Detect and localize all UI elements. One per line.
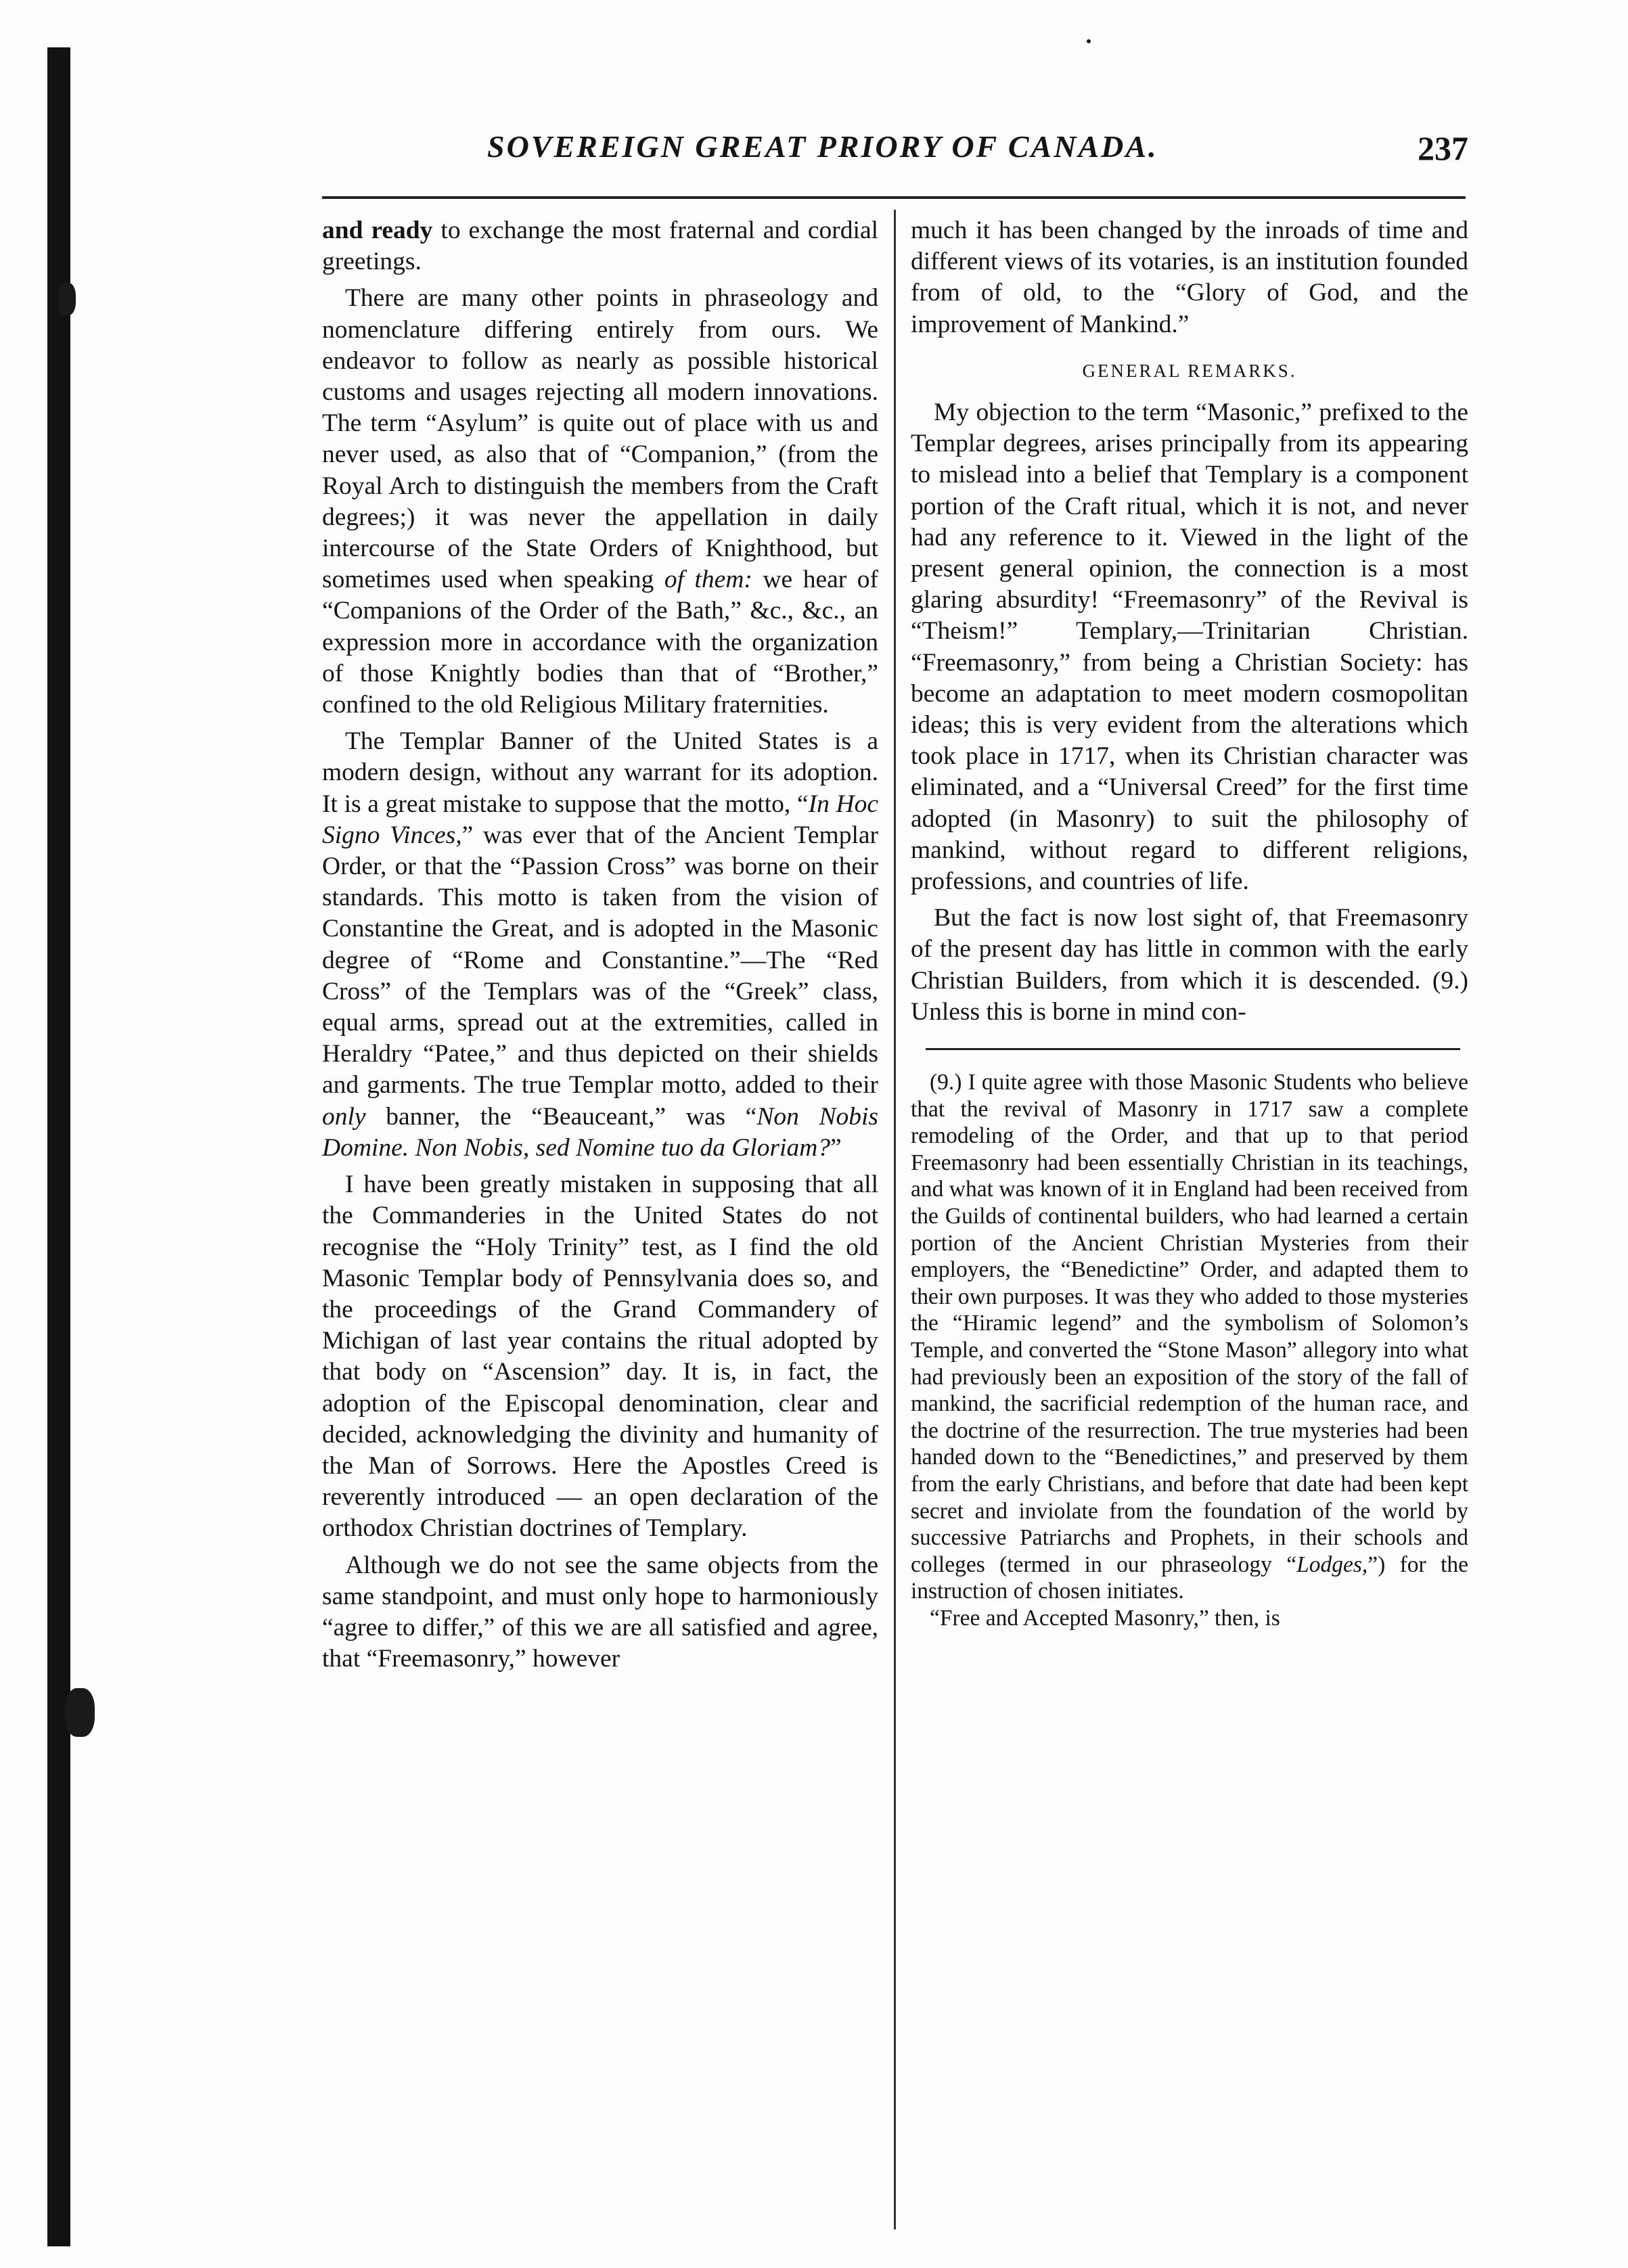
column-divider (894, 210, 896, 2229)
footnote-rule (926, 1048, 1460, 1050)
scan-mark (58, 283, 76, 315)
header-rule (322, 196, 1466, 199)
paragraph-text: much it has been changed by the inroads of time and different views of its votaries, is an institution founded from of old, to the “Glory of God, and the improvement of Mankind.” (911, 217, 1468, 338)
paragraph (322, 215, 878, 277)
footnote (911, 1069, 1468, 1631)
paragraph-text: The Templar Banner of the United States is a modern design, without any warrant for its adoption. It is a great mistake to suppose that the motto, “ (322, 727, 878, 818)
section-heading: GENERAL REMARKS. (1082, 360, 1297, 381)
page-number: 237 (1418, 129, 1468, 167)
italic-text: In Hoc Signo Vinces, (322, 790, 878, 849)
paragraph-text: banner, the “Beauceant,” was “ (365, 1102, 757, 1131)
footnote-paragraph (911, 1069, 1468, 1605)
italic-text: Non Nobis Domine. Non Nobis, sed Nomine tuo da Gloriam? (322, 1102, 878, 1162)
footnote-paragraph (911, 1605, 1468, 1632)
scan-mark (65, 1688, 95, 1737)
paragraph-text: to exchange the most fraternal and cordial greetings. (322, 217, 879, 276)
footnote-text: (9.) I quite agree with those Masonic Students who believe that the revival of Masonry in 1717 saw a complete remodeling of the Order, and that up to that period Freemasonry had been essentially Christian in its teachings, and what was known of it in England had been received from the Guilds of continental builders, who had learned a certain portion of the Ancient Christian Mysteries from their employers, the “Benedictine” Order, and adapted them to their own purposes. It was they who added to those mysteries the “Hiramic legend” and the symbolism of Solomon’s Temple, and converted the “Stone Mason” allegory into what had previously been an exposition of the story of the fall of mankind, the sacrificial redemption of the human race, and the doctrine of the resurrection. The true mysteries had been handed down to the “Benedictines,” and preserved by them from the early Christians, and before that date had been kept secret and inviolate from the foundation of the world by successive Patriarchs and Prophets, in their schools and colleges (termed in our phraseology “ (911, 1070, 1468, 1577)
paragraph (322, 726, 878, 1164)
paragraph (911, 215, 1468, 340)
lead-words: and ready (322, 217, 433, 244)
binding-edge (47, 47, 70, 2246)
italic-text: only (322, 1102, 366, 1131)
footnote-text: ”) for the instruction of chosen initiates. (911, 1551, 1468, 1604)
paragraph-text: There are many other points in phraseology and nomenclature differing entirely from ours. We endeavor to follow as nearly as possible historical customs and usages rejecting all modern innovations. The term “Asylum” is quite out of place with us and never used, as also that of “Companion,” (from the Royal Arch to distinguish the members from the Craft degrees;) it was never the appellation in daily intercourse of the State Orders of Knighthood, but sometimes used when speaking (322, 284, 878, 594)
paragraph (911, 903, 1468, 1028)
paragraph-text: Although we do not see the same objects from the same standpoint, and must only hope to harmoniously “agree to differ,” of this we are all satisfied and agree, that “Freemasonry,” however (322, 1551, 878, 1673)
paragraph (322, 1550, 878, 1675)
paragraph (322, 1169, 878, 1544)
running-title: SOVEREIGN GREAT PRIORY OF CANADA. (487, 129, 1158, 164)
paragraph-text: we hear of “Companions of the Order of the Bath,” &c., &c., an expression more in accordance with the organization of those Knightly bodies than that of “Brother,” confined to the old Religious Military fraternities. (322, 566, 878, 719)
right-column (911, 215, 1468, 1632)
paragraph (322, 283, 878, 721)
footnote-text: “Free and Accepted Masonry,” then, is (930, 1605, 1280, 1631)
paragraph-text: ” was ever that of the Ancient Templar Order, or that the “Passion Cross” was borne on their standards. This motto is taken from the vision of Constantine the Great, and is adopted in the Masonic degree of “Rome and Constantine.”—The “Red Cross” of the Templars was of the “Greek” class, equal arms, spread out at the extremities, called in Heraldry “Patee,” and thus depicted on their shields and garments. The true Templar motto, added to their (322, 821, 879, 1099)
paragraph (911, 397, 1468, 897)
italic-text: Lodges, (1296, 1551, 1368, 1577)
scan-mark (1087, 39, 1091, 43)
paragraph-text: I have been greatly mistaken in supposing that all the Commanderies in the United States do not recognise the “Holy Trinity” test, as I find the old Masonic Templar body of Pennsylvania does so, and the proceedings of the Grand Commandery of Michigan of last year contains the ritual adopted by that body on “Ascension” day. It is, in fact, the adoption of the Episcopal denomination, clear and decided, acknowledging the divinity and humanity of the Man of Sorrows. Here the Apostles Creed is reverently introduced — an open declaration of the orthodox Christian doctrines of Templary. (322, 1171, 878, 1543)
paragraph-text: ” (830, 1133, 842, 1162)
paragraph-text: My objection to the term “Masonic,” prefixed to the Templar degrees, arises principally from its appearing to mislead into a belief that Templary is a component portion of the Craft ritual, which it is not, and never had any reference to it. Viewed in the light of the present general opinion, the connection is a most glaring absurdity! “Freemasonry” of the Revival is “Theism!” Templary,—Trinitarian Christian. “Freemasonry,” from being a Christian Society: has become an adaptation to meet modern cosmopolitan ideas; this is very evident from the alterations which took place in 1717, when its Christian character was eliminated, and a “Universal Creed” for the first time adopted (in Masonry) to suit the philosophy of mankind, without regard to different religions, professions, and countries of life. (911, 399, 1468, 896)
italic-text: of them: (664, 566, 752, 594)
paragraph-text: But the fact is now lost sight of, that Freemasonry of the present day has little in common with the early Christian Builders, from which it is descended. (9.) Unless this is borne in mind con- (911, 904, 1468, 1026)
left-column (322, 215, 878, 1675)
running-head (318, 129, 1468, 176)
